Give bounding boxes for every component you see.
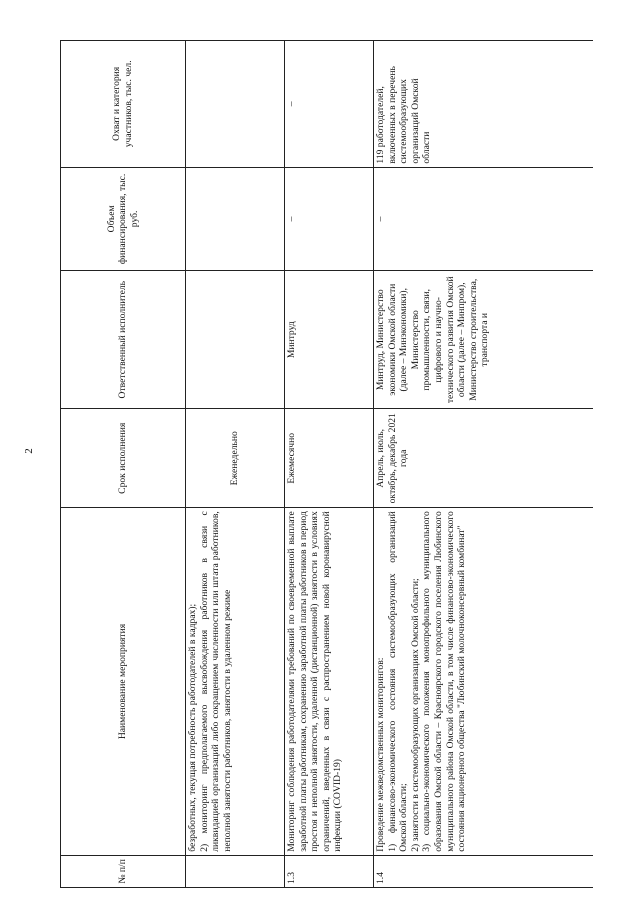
cell-financing: – xyxy=(374,167,594,271)
cell-scope: 119 работодателей, включенных в перечень системообразующих организаций Омской области xyxy=(374,41,594,168)
table-rotator xyxy=(60,40,593,888)
table-header-row xyxy=(61,41,186,888)
cell-name xyxy=(186,508,285,856)
header-num: № п/п xyxy=(61,855,186,887)
cell-term: Апрель, июль, октябрь, декабрь 2021 года xyxy=(374,409,594,508)
table-row xyxy=(285,41,374,888)
cell-num: 1.3 xyxy=(285,855,374,887)
table-row xyxy=(374,41,594,888)
cell-scope xyxy=(186,41,285,168)
cell-responsible xyxy=(186,271,285,409)
measures-table xyxy=(60,40,593,888)
cell-scope: – xyxy=(285,41,374,168)
header-financing: Объем финансирования, тыс. руб. xyxy=(61,167,186,271)
cell-financing xyxy=(186,167,285,271)
header-term: Срок исполнения xyxy=(61,409,186,508)
name-line: 2) занятости в системообразующих организациях Омской области; xyxy=(409,578,421,852)
header-scope: Охват и категория участников, тыс. чел. xyxy=(61,41,186,168)
header-name: Наименование мероприятия xyxy=(61,508,186,856)
cell-term: Еженедельно xyxy=(186,409,285,508)
name-line: Проведение межведомственных мониторингов: xyxy=(375,657,386,852)
cell-financing: – xyxy=(285,167,374,271)
cell-num: 1.4 xyxy=(374,855,594,887)
table-row xyxy=(186,41,285,888)
page-number: 2 xyxy=(23,448,35,454)
cell-name xyxy=(374,508,594,856)
cell-term: Ежемесячно xyxy=(285,409,374,508)
name-line: Мониторинг соблюдения работодателями требований по своевременной выплате заработной платы работникам, сохранению заработной платы работников в период простоя и неполной занятости, удаленной (дистанционной) занятости в условиях ограничений, введенных в связи с распространением новой коронавирусной инфекции (COVID-19) xyxy=(286,511,344,852)
name-line: безработных, текущая потребность работодателей в кадрах); xyxy=(187,603,198,852)
cell-num xyxy=(186,855,285,887)
name-line: 1) финансово-экономического состояния системообразующих организаций Омской области; xyxy=(386,511,410,852)
table-landscape xyxy=(60,40,593,888)
cell-responsible: Минтруд, Министерство экономики Омской области (далее – Минэкономики), Министерство промышленности, связи, цифрового и научно-технического развития Омской области (далее – Минпром), Министерство строительства, транспорта и xyxy=(374,271,594,409)
cell-responsible: Минтруд xyxy=(285,271,374,409)
name-line: 2) мониторинг предполагаемого высвобождения работников в связи с ликвидацией организаций либо сокращением численности или штата работников, неполной занятости работников, занятости в удаленном режиме xyxy=(198,511,233,852)
header-responsible: Ответственный исполнитель xyxy=(61,271,186,409)
name-line: 3) социально-экономического положения монопрофильного муниципального образования Омской области – Красноярского городского поселения Любинского муниципального района Омской области, в том числе финансово-экономического состояния акционерного общества "Любинский молочноконсервный комбинат" xyxy=(421,511,468,852)
cell-name xyxy=(285,508,374,856)
